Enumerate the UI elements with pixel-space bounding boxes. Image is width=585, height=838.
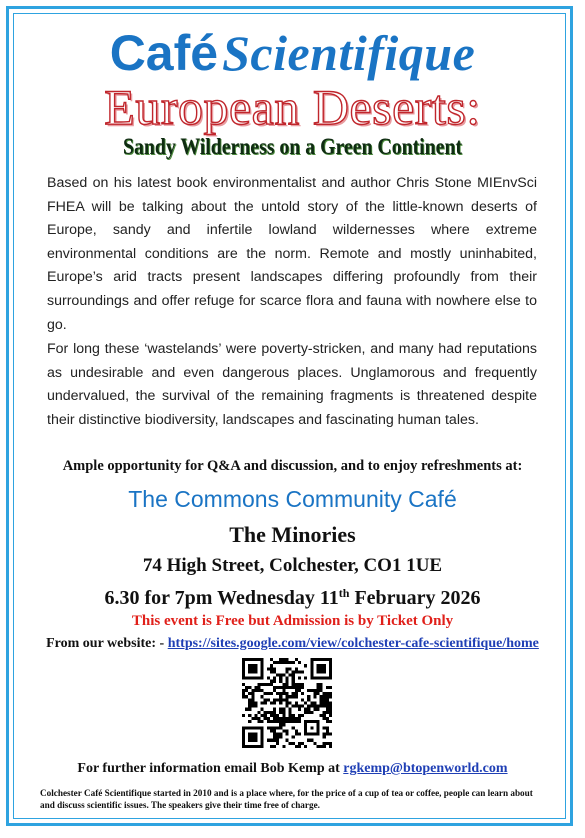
date-prefix: 6.30 for 7pm Wednesday 11 (104, 587, 339, 609)
cafe-scientifique-heading (0, 26, 585, 80)
event-datetime (0, 585, 585, 611)
description-paragraph-2: For long these ‘wastelands’ were poverty-stricken, and many had reputations as undesirable and even dangerous places. Unglamorous and frequently undervalued, the survival of the remaining fragments is threatened despite their distinctive biodiversity, landscapes and fascinating human tales. (47, 341, 537, 428)
cafe-word: Café (109, 25, 219, 81)
website-line (0, 634, 585, 654)
footer-note: Colchester Café Scientifique started in 2010 and is a place where, for the price of a cup of tea or coffee, people can learn about and discuss scientific issues. The speakers give their time free of charge. (40, 788, 533, 810)
talk-subtitle: Sandy Wilderness on a Green Continent (122, 134, 463, 159)
talk-title: European Deserts: (104, 79, 481, 135)
description-paragraph-1: Based on his latest book environmentalist and author Chris Stone MIEnvSci FHEA will be talking about the untold story of the little-known deserts of Europe, sandy and infertile lowland wildernesses where extreme environmental conditions are the norm. Remote and mostly uninhabited, Europe’s arid tracts present landscapes differing profoundly from their surroundings and offer refuge for scarce flora and fauna with nowhere else to go. (47, 175, 537, 333)
date-rest: February 2026 (349, 587, 481, 609)
admission-note: This event is Free but Admission is by Ticket Only (131, 613, 454, 629)
building-name: The Minories (229, 522, 356, 547)
refreshments-note: Ample opportunity for Q&A and discussion, and to enjoy refreshments at: (62, 458, 523, 474)
contact-line (0, 759, 585, 779)
date-ordinal: th (338, 586, 350, 600)
contact-label: For further information email Bob Kemp at (77, 761, 344, 776)
venue-address: 74 High Street, Colchester, CO1 1UE (142, 555, 443, 576)
scientifique-word: Scientifique (222, 25, 476, 81)
venue-name: The Commons Community Café (128, 486, 457, 512)
website-label: From our website: - (46, 636, 168, 651)
qr-code-icon[interactable] (242, 658, 332, 748)
website-link[interactable]: https://sites.google.com/view/colchester-cafe-scientifique/home (167, 636, 539, 651)
contact-email-link[interactable]: rgkemp@btopenworld.com (343, 761, 508, 776)
